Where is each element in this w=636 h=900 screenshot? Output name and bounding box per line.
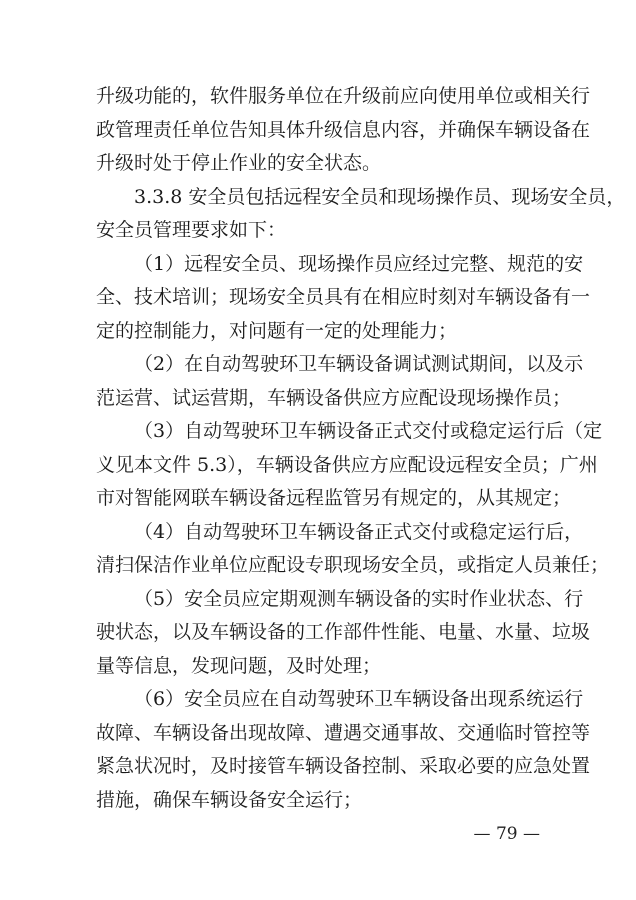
text-line: 3.3.8 安全员包括远程安全员和现场操作员、现场安全员， <box>134 185 626 208</box>
text-line: 驶状态，以及车辆设备的工作部件性能、电量、水量、垃圾 <box>96 621 591 643</box>
text-line: 清扫保洁作业单位应配设专职现场安全员，或指定人员兼任； <box>96 554 610 576</box>
text-line: 紧急状况时，及时接管车辆设备控制、采取必要的应急处置 <box>96 755 591 777</box>
text-line: （3）自动驾驶环卫车辆设备正式交付或稳定运行后（定 <box>134 420 603 442</box>
page-number: — 79 — <box>473 824 540 844</box>
text-line: 升级时处于停止作业的安全状态。 <box>96 152 382 174</box>
text-line: 全、技术培训；现场安全员具有在相应时刻对车辆设备有一 <box>96 286 591 308</box>
text-line: （6）安全员应在自动驾驶环卫车辆设备出现系统运行 <box>134 688 584 710</box>
text-line: （5）安全员应定期观测车辆设备的实时作业状态、行 <box>134 587 584 610</box>
body-text <box>96 80 626 817</box>
text-line: 故障、车辆设备出现故障、遭遇交通事故、交通临时管控等 <box>96 721 591 744</box>
text-line: 安全员管理要求如下： <box>96 219 287 241</box>
text-line: 义见本文件 5.3），车辆设备供应方应配设远程安全员；广州 <box>96 453 598 476</box>
text-line: （1）远程安全员、现场操作员应经过完整、规范的安 <box>134 252 584 275</box>
text-line: 政管理责任单位告知具体升级信息内容，并确保车辆设备在 <box>96 118 591 141</box>
text-line: 市对智能网联车辆设备远程监管另有规定的，从其规定； <box>96 487 572 509</box>
text-line: （2）在自动驾驶环卫车辆设备调试测试期间，以及示 <box>134 353 584 375</box>
text-line: 量等信息，发现问题，及时处理； <box>96 654 382 677</box>
text-line: 范运营、试运营期，车辆设备供应方应配设现场操作员； <box>96 386 572 409</box>
text-line: 措施，确保车辆设备安全运行； <box>96 788 363 811</box>
text-line: 升级功能的，软件服务单位在升级前应向使用单位或相关行 <box>96 85 591 107</box>
text-line: （4）自动驾驶环卫车辆设备正式交付或稳定运行后， <box>134 520 584 543</box>
text-line: 定的控制能力，对问题有一定的处理能力； <box>96 319 458 342</box>
